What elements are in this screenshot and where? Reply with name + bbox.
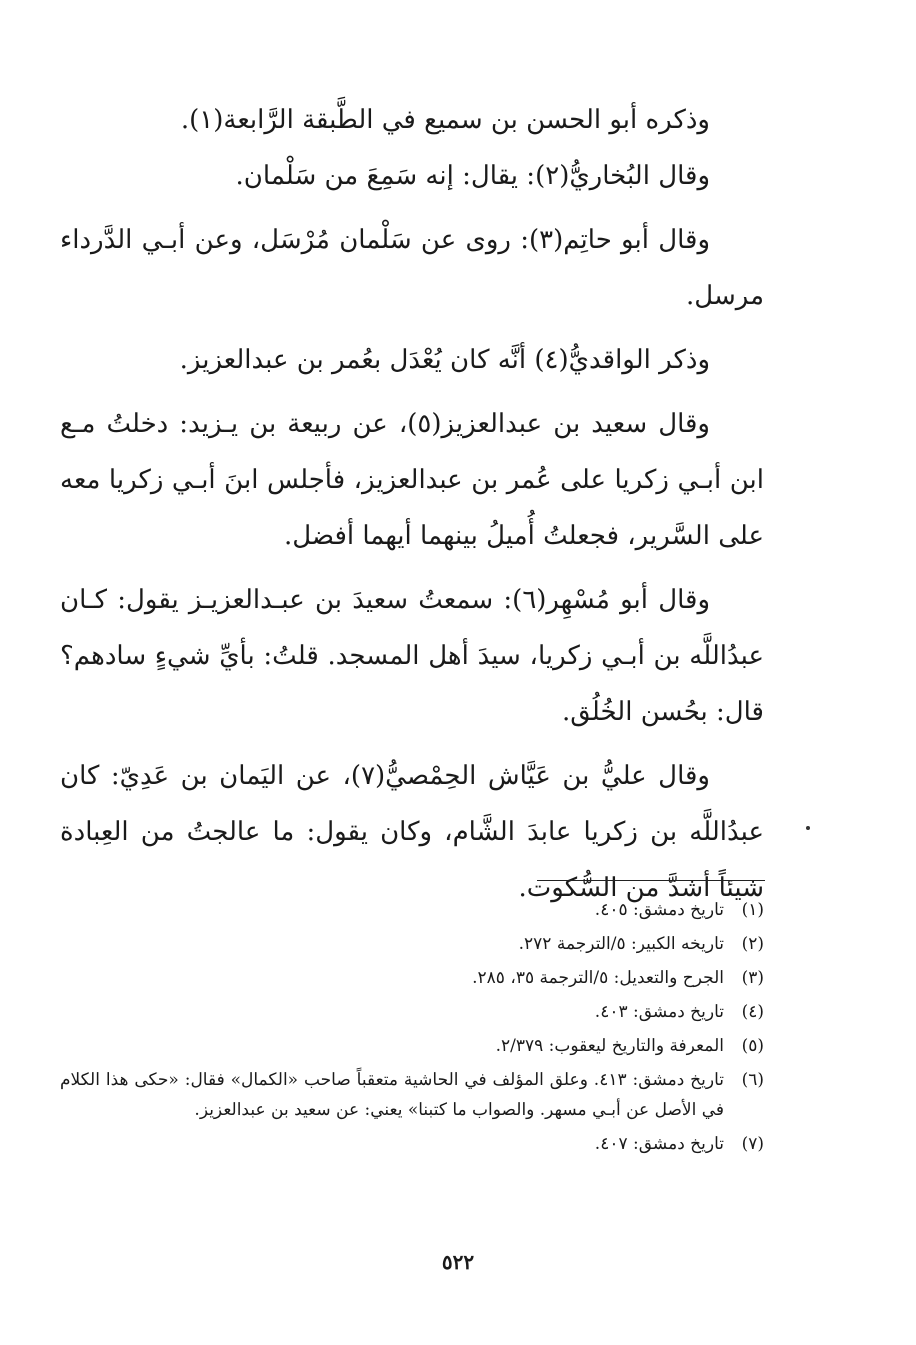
footnote-text: تاريخ دمشق: ٤٠٣.	[594, 1002, 724, 1022]
footnote	[60, 963, 764, 993]
scan-speck	[806, 826, 810, 830]
paragraph: وقال أبو حاتِم(٣): روى عن سَلْمان مُرْسَل، وعن أبـي الدَّرداء مرسل.	[60, 225, 764, 311]
page-number: ٥٢٢	[441, 1250, 475, 1274]
footnote-number: (٣)	[741, 968, 764, 988]
footnotes	[60, 895, 764, 1163]
footnote-text: المعرفة والتاريخ ليعقوب: ٢/٣٧٩.	[495, 1036, 724, 1056]
footnote	[60, 1031, 764, 1061]
footnote-number: (٧)	[741, 1134, 764, 1154]
paragraph: وقال أبو مُسْهِر(٦): سمعتُ سعيدَ بن عبـدالعزيـز يقول: كـان عبدُاللَّه بن أبـي زكريا، سيدَ أهل المسجد. قلتُ: بأيِّ شيءٍ سادهم؟ قال: بحُسن الخُلُق.	[60, 585, 764, 727]
main-text	[60, 92, 764, 916]
footnote-text: تاريخ دمشق: ٤٠٧.	[594, 1134, 724, 1154]
paragraph: وذكره أبو الحسن بن سميع في الطَّبقة الرَّابعة(١).	[180, 105, 710, 135]
footnote-number: (٤)	[741, 1002, 764, 1022]
paragraph: وذكر الواقديُّ(٤) أنَّه كان يُعْدَل بعُمر بن عبدالعزيز.	[179, 345, 710, 375]
footnote-text: الجرح والتعديل: ٥/الترجمة ٣٥، ٢٨٥.	[472, 968, 724, 988]
footnote-number: (٥)	[741, 1036, 764, 1056]
footnote	[60, 895, 764, 925]
footnote-text: تاريخ دمشق: ٤٠٥.	[594, 900, 724, 920]
paragraph: وقال عليُّ بن عَيَّاش الحِمْصيُّ(٧)، عن اليَمان بن عَدِيّ: كان عبدُاللَّه بن زكريا عابدَ الشَّام، وكان يقول: ما عالجتُ من العِبادة شيئاً أشدَّ من السُّكوت.	[60, 761, 764, 903]
paragraph: وقال سعيد بن عبدالعزيز(٥)، عن ربيعة بن يـزيد: دخلتُ مـع ابن أبـي زكريا على عُمر بن عبدالعزيز، فأجلس ابنَ أبـي زكريا معه على السَّرير، فجعلتُ أُميلُ بينهما أيهما أفضل.	[60, 409, 764, 551]
footnote-number: (٢)	[741, 934, 764, 954]
footnote-separator	[537, 880, 765, 881]
footnote	[60, 929, 764, 959]
footnote-number: (٦)	[741, 1070, 764, 1090]
paragraph: وقال البُخاريُّ(٢): يقال: إنه سَمِعَ من سَلْمان.	[235, 161, 710, 191]
footnote	[60, 1065, 764, 1125]
footnote	[60, 997, 764, 1027]
footnote-text: تاريخه الكبير: ٥/الترجمة ٢٧٢.	[518, 934, 724, 954]
footnote	[60, 1129, 764, 1159]
footnote-number: (١)	[741, 900, 764, 920]
footnote-text: تاريخ دمشق: ٤١٣. وعلق المؤلف في الحاشية متعقباً صاحب «الكمال» فقال: «حكى هذا الكلام في الأصل عن أبـي مسهر. والصواب ما كتبنا» يعني: عن سعيد بن عبدالعزيز.	[60, 1070, 724, 1120]
